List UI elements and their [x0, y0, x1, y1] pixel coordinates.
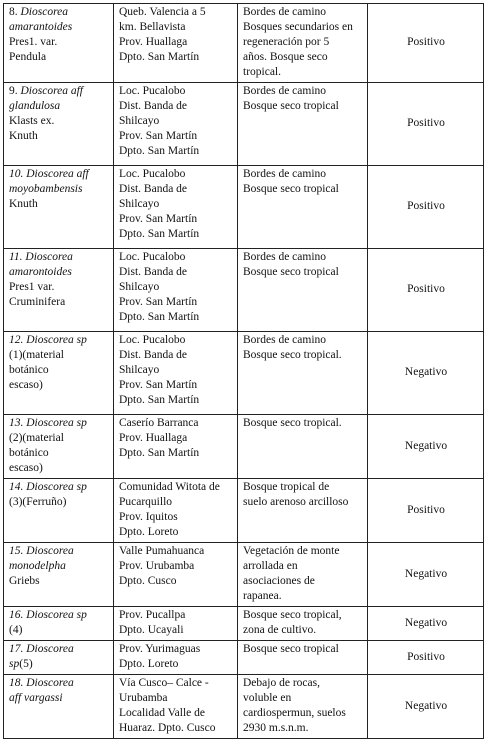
habitat-cell: [238, 641, 368, 675]
species-line: [9, 99, 109, 114]
location-line: Dpto. Loreto: [119, 526, 179, 538]
result-cell: [368, 675, 484, 739]
species-table-body: [4, 4, 484, 739]
species-text: Knuth: [9, 130, 38, 142]
location-line: Localidad Valle de: [119, 707, 206, 719]
result-cell: [368, 479, 484, 543]
location-cell: [114, 607, 238, 641]
location-line: Prov. Huallaga: [119, 36, 188, 48]
species-line: [9, 608, 109, 623]
result-text: Negativo: [404, 567, 448, 580]
result-cell: [368, 83, 484, 166]
location-line: Shilcayo: [119, 281, 160, 293]
species-name: monodelpha: [9, 560, 66, 572]
species-text: (4): [9, 624, 23, 636]
species-text: (3)(Ferruño): [9, 496, 67, 508]
table-row: [4, 641, 484, 675]
location-line: Dpto. San Martín: [119, 311, 200, 323]
species-text: Knuth: [9, 198, 38, 210]
location-line: Loc. Pucalobo: [119, 334, 186, 346]
species-text: Pres1. var.: [9, 36, 58, 48]
location-line: Dist. Banda de: [119, 100, 188, 112]
species-line: [9, 446, 109, 461]
location-line: Valle Pumahuanca: [119, 545, 205, 557]
species-name: aff vargassi: [9, 692, 63, 704]
species-line: [9, 280, 109, 295]
species-name: amarontoides: [9, 266, 72, 278]
location-cell: [114, 543, 238, 607]
habitat-line: Bosque seco tropical,: [243, 609, 342, 621]
species-cell: [4, 249, 114, 332]
result-text: Positivo: [407, 117, 445, 129]
species-line: [9, 250, 109, 265]
location-line: Prov. San Martín: [119, 130, 198, 142]
species-line: [9, 84, 109, 99]
species-name: 10. Dioscorea aff: [9, 168, 89, 180]
location-cell: [114, 166, 238, 249]
species-line: [9, 461, 109, 476]
location-line: Shilcayo: [119, 364, 160, 376]
species-name: 13. Dioscorea sp: [9, 417, 87, 429]
habitat-line: Bosques secundarios en: [243, 21, 353, 33]
habitat-line: Vegetación de monte: [243, 545, 340, 557]
result-text: Positivo: [407, 283, 445, 295]
species-text: (1)(material: [9, 349, 64, 361]
location-line: Dpto. San Martín: [119, 51, 200, 63]
habitat-line: Bosque seco tropical.: [243, 349, 342, 361]
species-cell: [4, 415, 114, 479]
location-line: Prov. Huallaga: [119, 432, 188, 444]
habitat-line: Debajo de rocas,: [243, 677, 320, 689]
habitat-line: Bosque seco tropical: [243, 643, 339, 655]
species-text: Pres1 var.: [9, 281, 55, 293]
species-line: [9, 348, 109, 363]
location-line: Prov. San Martín: [119, 296, 198, 308]
location-line: Dpto. Cusco: [119, 575, 177, 587]
table-row: [4, 415, 484, 479]
species-line: [9, 20, 109, 35]
habitat-line: regeneración por 5: [243, 36, 330, 48]
species-line: [9, 35, 109, 50]
species-line: [9, 676, 109, 691]
location-line: Comunidad Witota de: [119, 481, 220, 493]
location-line: Dpto. Loreto: [119, 658, 179, 670]
location-line: Prov. Iquitos: [119, 511, 178, 523]
species-text: (5): [19, 658, 33, 670]
habitat-cell: [238, 675, 368, 739]
species-name: 15. Dioscorea: [9, 545, 74, 557]
species-name: 18. Dioscorea: [9, 677, 74, 689]
species-line: [9, 431, 109, 446]
species-line: [9, 623, 109, 638]
species-cell: [4, 332, 114, 415]
species-line: [9, 363, 109, 378]
result-text: Positivo: [407, 200, 445, 212]
location-line: Dpto. San Martín: [119, 228, 200, 240]
location-line: Prov. Urubamba: [119, 560, 195, 572]
location-cell: [114, 675, 238, 739]
location-line: Loc. Pucalobo: [119, 251, 186, 263]
table-row: [4, 607, 484, 641]
habitat-line: años. Bosque seco: [243, 51, 328, 63]
habitat-cell: [238, 332, 368, 415]
habitat-line: Bosque seco tropical.: [243, 417, 342, 429]
table-row: [4, 543, 484, 607]
result-cell: [368, 641, 484, 675]
habitat-line: 2930 m.s.n.m.: [243, 722, 309, 734]
result-cell: [368, 607, 484, 641]
location-line: Prov. San Martín: [119, 379, 198, 391]
species-text: botánico: [9, 364, 49, 376]
species-name: sp: [9, 658, 20, 670]
species-line: [9, 182, 109, 197]
location-cell: [114, 83, 238, 166]
species-line: [9, 295, 109, 310]
result-text: Positivo: [407, 503, 445, 516]
species-name: 11. Dioscorea: [9, 251, 73, 263]
table-row: [4, 675, 484, 739]
species-text: botánico: [9, 447, 49, 459]
species-name: glandulosa: [9, 100, 61, 112]
species-line: [9, 559, 109, 574]
result-text: Positivo: [407, 36, 445, 48]
table-row: [4, 166, 484, 249]
location-line: Dist. Banda de: [119, 183, 188, 195]
species-text: escaso): [9, 462, 43, 474]
table-row: [4, 83, 484, 166]
species-text: 8.: [9, 6, 21, 18]
result-text: Positivo: [407, 650, 445, 663]
species-cell: [4, 83, 114, 166]
table-row: [4, 479, 484, 543]
species-line: [9, 50, 109, 65]
result-text: Negativo: [404, 439, 448, 452]
table-row: [4, 4, 484, 83]
location-line: Dpto. Ucayali: [119, 624, 184, 636]
location-line: Urubamba: [119, 692, 168, 704]
location-line: Dist. Banda de: [119, 266, 188, 278]
species-line: [9, 642, 109, 657]
habitat-line: Bosque seco tropical: [243, 266, 339, 278]
result-text: Negativo: [404, 616, 448, 629]
location-line: Dpto. San Martín: [119, 447, 200, 459]
species-text: Pendula: [9, 51, 47, 63]
habitat-cell: [238, 415, 368, 479]
species-line: [9, 129, 109, 144]
species-name: moyobambensis: [9, 183, 83, 195]
location-cell: [114, 4, 238, 83]
result-cell: [368, 332, 484, 415]
species-text: Cruminifera: [9, 296, 66, 308]
species-line: [9, 657, 109, 672]
species-name: Dioscorea aff: [20, 85, 83, 97]
species-table: [3, 3, 484, 739]
species-line: [9, 5, 109, 20]
location-line: km. Bellavista: [119, 21, 186, 33]
habitat-line: zona de cultivo.: [243, 624, 317, 636]
species-name: 12. Dioscorea sp: [9, 334, 87, 346]
result-cell: [368, 415, 484, 479]
habitat-cell: [238, 607, 368, 641]
species-line: [9, 114, 109, 129]
species-cell: [4, 607, 114, 641]
species-name: 17. Dioscorea: [9, 643, 74, 655]
species-line: [9, 378, 109, 393]
species-cell: [4, 4, 114, 83]
species-line: [9, 197, 109, 212]
species-text: Griebs: [9, 575, 40, 587]
result-cell: [368, 543, 484, 607]
location-line: Huaraz. Dpto. Cusco: [119, 722, 216, 734]
habitat-cell: [238, 4, 368, 83]
species-line: [9, 416, 109, 431]
species-line: [9, 544, 109, 559]
habitat-line: cardiospermun, suelos: [243, 707, 346, 719]
species-text: 9.: [9, 85, 21, 97]
habitat-cell: [238, 83, 368, 166]
habitat-line: voluble en: [243, 692, 292, 704]
location-line: Prov. San Martín: [119, 213, 198, 225]
species-name: Dioscorea: [20, 6, 68, 18]
result-text: Negativo: [404, 366, 448, 378]
location-line: Dpto. San Martín: [119, 145, 200, 157]
species-line: [9, 480, 109, 495]
location-line: Pucarquillo: [119, 496, 173, 508]
location-line: Prov. Yurimaguas: [119, 643, 201, 655]
species-line: [9, 574, 109, 589]
habitat-line: Bordes de camino: [243, 334, 327, 346]
location-cell: [114, 479, 238, 543]
result-cell: [368, 166, 484, 249]
result-text: Negativo: [404, 699, 448, 712]
species-line: [9, 495, 109, 510]
location-line: Shilcayo: [119, 115, 160, 127]
location-cell: [114, 415, 238, 479]
table-row: [4, 332, 484, 415]
location-line: Queb. Valencia a 5: [119, 6, 206, 18]
species-text: (2)(material: [9, 432, 64, 444]
species-line: [9, 167, 109, 182]
species-text: escaso): [9, 379, 43, 391]
species-cell: [4, 166, 114, 249]
habitat-line: Bordes de camino: [243, 168, 327, 180]
habitat-line: Bordes de camino: [243, 251, 327, 263]
species-line: [9, 333, 109, 348]
location-line: Dist. Banda de: [119, 349, 188, 361]
habitat-line: Bosque seco tropical: [243, 183, 339, 195]
habitat-line: Bosque tropical de: [243, 481, 330, 493]
location-line: Shilcayo: [119, 198, 160, 210]
species-name: amarantoides: [9, 21, 73, 33]
habitat-line: Bordes de camino: [243, 85, 327, 97]
habitat-line: asociaciones de: [243, 575, 315, 587]
location-line: Caserío Barranca: [119, 417, 199, 429]
location-cell: [114, 641, 238, 675]
location-cell: [114, 332, 238, 415]
species-cell: [4, 641, 114, 675]
species-text: Klasts ex.: [9, 115, 55, 127]
habitat-line: suelo arenoso arcilloso: [243, 496, 349, 508]
location-line: Vía Cusco– Calce -: [119, 677, 209, 689]
species-cell: [4, 543, 114, 607]
habitat-cell: [238, 543, 368, 607]
result-cell: [368, 249, 484, 332]
habitat-line: arrollada en: [243, 560, 298, 572]
species-cell: [4, 675, 114, 739]
location-line: Dpto. San Martín: [119, 394, 200, 406]
location-line: Loc. Pucalobo: [119, 168, 186, 180]
species-name: 16. Dioscorea sp: [9, 609, 87, 621]
habitat-cell: [238, 249, 368, 332]
habitat-line: rapanea.: [243, 590, 282, 602]
species-line: [9, 691, 109, 706]
result-cell: [368, 4, 484, 83]
species-line: [9, 265, 109, 280]
location-cell: [114, 249, 238, 332]
species-cell: [4, 479, 114, 543]
location-line: Prov. Pucallpa: [119, 609, 186, 621]
species-name: 14. Dioscorea sp: [9, 481, 87, 493]
habitat-line: Bosque seco tropical: [243, 100, 339, 112]
habitat-cell: [238, 166, 368, 249]
table-row: [4, 249, 484, 332]
location-line: Loc. Pucalobo: [119, 85, 186, 97]
habitat-line: Bordes de camino: [243, 6, 327, 18]
habitat-line: tropical.: [243, 66, 281, 78]
habitat-cell: [238, 479, 368, 543]
